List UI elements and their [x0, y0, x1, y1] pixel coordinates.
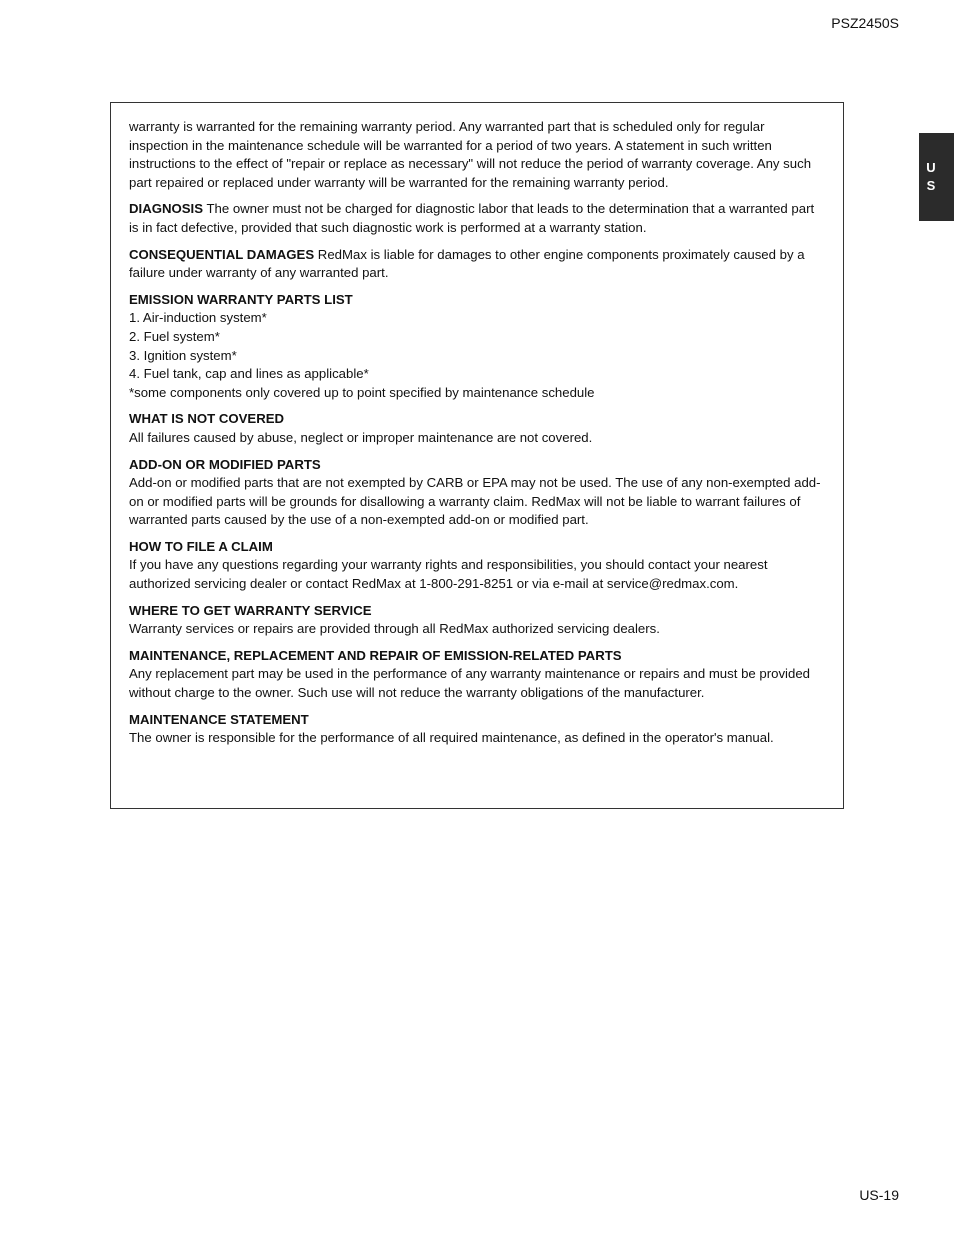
- parts-list-heading: EMISSION WARRANTY PARTS LIST: [129, 291, 353, 307]
- parts-list-note: *some components only covered up to point specified by maintenance schedule: [129, 384, 595, 400]
- warranty-intro: warranty is warranted for the remaining warranty period. Any warranted part that is scheduled only for regular inspection in the maintenance schedule will be warranted for a period of two years. A statement in such written instructions to the effect of "repair or replace as necessary" will not reduce the period of warranty coverage. Any such part repaired or replaced under warranty will be warranted for the remaining warranty period.: [129, 119, 812, 190]
- not-covered-heading: WHAT IS NOT COVERED: [129, 411, 285, 427]
- claim-text: If you have any questions regarding your warranty rights and responsibilities, you should contact your nearest authorized servicing dealer or contact RedMax at 1-800-291-8251 or via e-mail at service@redmax.com.: [129, 557, 768, 592]
- parts-list-item: 2. Fuel system*: [129, 328, 220, 344]
- addon-heading: ADD-ON OR MODIFIED PARTS: [129, 456, 321, 472]
- warranty-content-box: [110, 102, 844, 809]
- diagnosis-heading: DIAGNOSIS: [129, 201, 204, 217]
- parts-list-item: 4. Fuel tank, cap and lines as applicable*: [129, 366, 369, 382]
- not-covered-text: All failures caused by abuse, neglect or improper maintenance are not covered.: [129, 429, 593, 445]
- model-code: PSZ2450S: [831, 15, 899, 31]
- claim-section: [129, 538, 825, 594]
- not-covered-section: [129, 410, 825, 447]
- consequential-text: RedMax is liable for damages to other engine components proximately caused by a failure under warranty of any warranted part.: [129, 246, 805, 281]
- language-tab: [919, 133, 954, 221]
- consequential-heading: CONSEQUENTIAL DAMAGES: [129, 246, 315, 262]
- addon-text: Add-on or modified parts that are not exempted by CARB or EPA may not be used. The use of any non-exempted add-on or modified parts will be grounds for disallowing a warranty claim. RedMax will not be liable to warrant failures of warranted parts caused by the use of a non-exempted add-on or modified part.: [129, 475, 821, 528]
- diagnosis-section: [129, 200, 825, 237]
- language-tab-letter-u: U: [926, 160, 936, 175]
- page-number: US-19: [859, 1187, 899, 1203]
- service-section: [129, 602, 825, 639]
- maintenance-statement-heading: MAINTENANCE STATEMENT: [129, 711, 309, 727]
- parts-list-item: 3. Ignition system*: [129, 347, 237, 363]
- maintenance-parts-section: [129, 647, 825, 703]
- service-heading: WHERE TO GET WARRANTY SERVICE: [129, 602, 372, 618]
- parts-list-section: [129, 291, 825, 403]
- parts-list-item: 1. Air-induction system*: [129, 310, 267, 326]
- maintenance-parts-text: Any replacement part may be used in the performance of any warranty maintenance or repairs and must be provided without charge to the owner. Such use will not reduce the warranty obligations of the manufacturer.: [129, 666, 810, 701]
- language-tab-letter-s: S: [926, 178, 936, 193]
- addon-section: [129, 456, 825, 530]
- consequential-section: [129, 246, 825, 283]
- claim-heading: HOW TO FILE A CLAIM: [129, 538, 273, 554]
- maintenance-statement-text: The owner is responsible for the performance of all required maintenance, as defined in the operator's manual.: [129, 730, 774, 746]
- diagnosis-text: The owner must not be charged for diagnostic labor that leads to the determination that a warranted part is in fact defective, provided that such diagnostic work is performed at a warranty station.: [129, 201, 815, 235]
- maintenance-statement-section: [129, 711, 825, 748]
- maintenance-parts-heading: MAINTENANCE, REPLACEMENT AND REPAIR OF EMISSION-RELATED PARTS: [129, 647, 622, 663]
- service-text: Warranty services or repairs are provided through all RedMax authorized servicing dealers.: [129, 621, 660, 637]
